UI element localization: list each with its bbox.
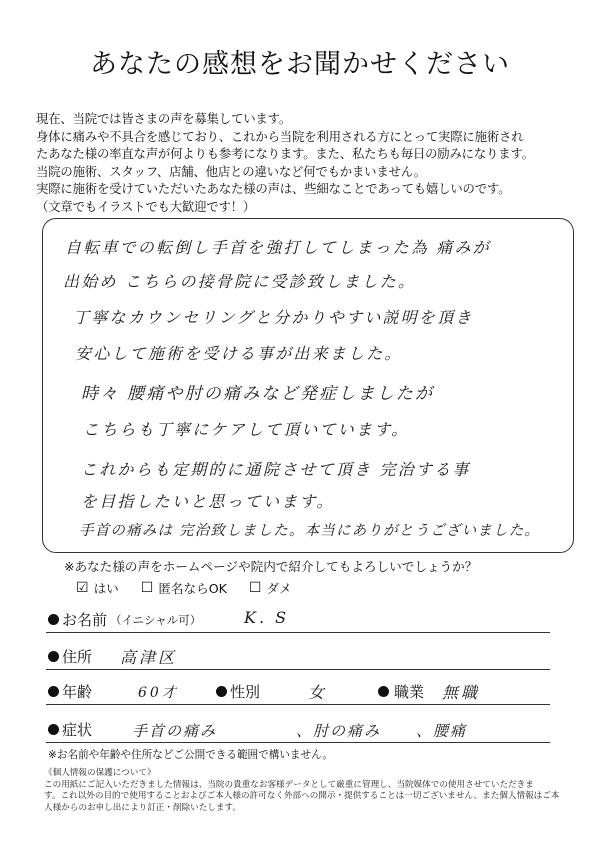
option-label: ダメ bbox=[266, 581, 292, 596]
name-value[interactable]: K. S bbox=[244, 608, 290, 627]
letter-line: 安心して施術を受ける事が出来ました。 bbox=[75, 344, 403, 363]
letter-line: これからも定期的に通院させて頂き 完治する事 bbox=[81, 460, 471, 479]
privacy-line: この用紙にご記入いただきました情報は、当院の貴重なお客様データとして厳重に管理し、当院媒体での使用させていただきま bbox=[44, 779, 534, 790]
page-title: あなたの感想をお聞かせください bbox=[90, 49, 510, 80]
job-label: 職業 bbox=[394, 683, 425, 701]
bullet-icon bbox=[48, 686, 59, 697]
intro-line: 身体に痛みや不具合を感じており、これから当院を利用される方にとって実際に施術され bbox=[36, 128, 524, 144]
letter-line: 時々 腰痛や肘の痛みなど発症しましたが bbox=[81, 384, 435, 404]
privacy-line: す。これ以外の目的で使用することおよびご本人様の許可なく外部への開示・提供することは一切ございません。また個人情報はご本 bbox=[44, 791, 560, 801]
bullet-icon bbox=[216, 686, 227, 697]
bullet-icon bbox=[48, 651, 59, 662]
name-hint: （イニシャル可） bbox=[110, 613, 202, 627]
intro-line: 当院の施術、スタッフ、店舗、他店との違いなど何でもかまいません。 bbox=[36, 163, 426, 179]
symptom-label: 症状 bbox=[62, 721, 93, 739]
address-field-row bbox=[46, 643, 550, 670]
option-label: はい bbox=[93, 581, 119, 596]
intro-line: 実際に施術を受けていただいたあなた様の声は、些細なことであっても嬉しいのです。 bbox=[36, 181, 511, 196]
intro-line: たあなた様の率直な声が何よりも参考になります。また、私たちも毎日の励みになります。 bbox=[36, 146, 534, 161]
consent-question: ※あなた様の声をホームページや院内で紹介してもよろしいでしょうか？ bbox=[64, 559, 478, 574]
handwritten-letter-box bbox=[42, 218, 574, 553]
age-value[interactable]: 60才 bbox=[138, 685, 179, 701]
profile-field-row bbox=[46, 678, 550, 705]
intro-text bbox=[36, 110, 596, 215]
consent-option-yes[interactable] bbox=[76, 578, 119, 597]
name-field-row bbox=[46, 606, 550, 633]
consent-options bbox=[76, 578, 292, 597]
consent-option-no[interactable] bbox=[249, 578, 292, 597]
age-label: 年齢 bbox=[62, 683, 93, 701]
gender-label: 性別 bbox=[230, 683, 261, 701]
intro-line: （文章でもイラストでも大歓迎です！） bbox=[36, 198, 256, 214]
letter-line: 出始め こちらの接骨院に受診致しました。 bbox=[63, 272, 417, 291]
letter-line: こちらも丁寧にケアして頂いています。 bbox=[83, 420, 410, 439]
symptom-value[interactable]: 、腰痛 bbox=[416, 722, 468, 740]
privacy-notice bbox=[44, 768, 584, 814]
letter-line: 自転車での転倒し手首を強打してしまった為 痛みが bbox=[65, 238, 491, 257]
letter-line: 丁寧なカウンセリングと分かりやすい説明を頂き bbox=[73, 308, 474, 327]
checked-checkbox-icon[interactable]: ☑ bbox=[76, 579, 89, 596]
symptom-value[interactable]: 、肘の痛み bbox=[296, 722, 382, 740]
privacy-heading: 《個人情報の保護について》 bbox=[44, 768, 156, 778]
symptom-value[interactable]: 手首の痛み bbox=[132, 722, 218, 740]
privacy-line: 人様からのお申し出により訂正・削除いたします。 bbox=[44, 802, 241, 813]
bullet-icon bbox=[378, 686, 389, 697]
bullet-icon bbox=[48, 724, 59, 735]
disclosure-note: ※お名前や年齢や住所などご公開できる範囲で構いません。 bbox=[48, 749, 333, 761]
address-value[interactable]: 高津区 bbox=[120, 648, 178, 667]
job-value[interactable]: 無職 bbox=[442, 683, 481, 702]
address-label: 住所 bbox=[62, 648, 93, 666]
letter-line: 手首の痛みは 完治致しました。本当にありがとうございました。 bbox=[79, 523, 541, 539]
letter-line: を目指したいと思っています。 bbox=[81, 492, 335, 511]
symptom-field-row bbox=[46, 716, 550, 743]
bullet-icon bbox=[48, 614, 59, 625]
gender-value[interactable]: 女 bbox=[308, 683, 328, 702]
empty-checkbox-icon[interactable]: ☐ bbox=[248, 579, 262, 596]
intro-line: 現在、当院では皆さまの声を募集しています。 bbox=[36, 111, 292, 126]
empty-checkbox-icon[interactable]: ☐ bbox=[140, 579, 154, 596]
option-label: 匿名ならOK bbox=[158, 581, 227, 596]
name-label: お名前 bbox=[62, 611, 108, 629]
consent-option-anonymous[interactable] bbox=[141, 578, 227, 597]
